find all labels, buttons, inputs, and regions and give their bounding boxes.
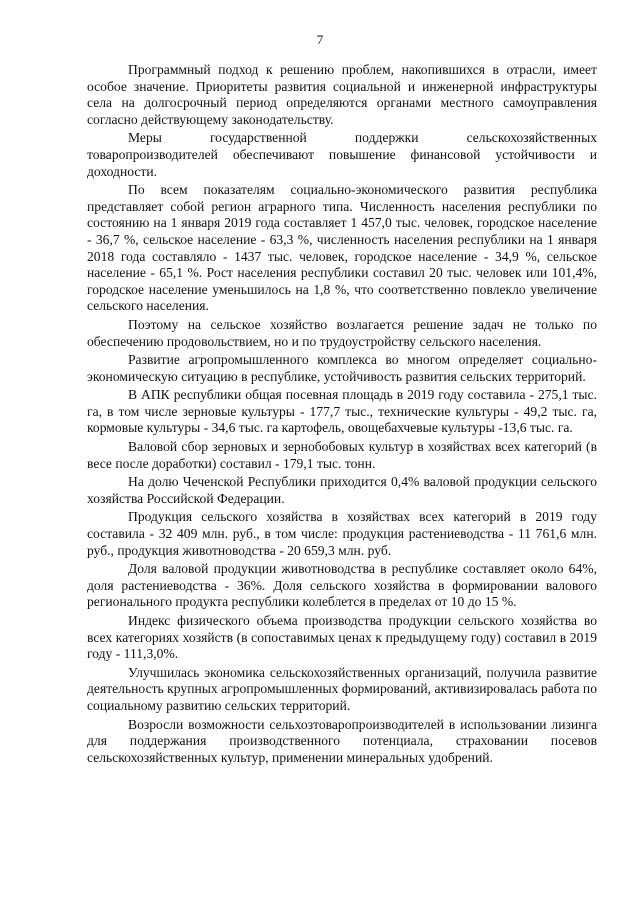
paragraph-population: По всем показателям социально-экономического развития республика представляет собой регион аграрного типа. Численность населения республики по состоянию на 1 января 2019 года составляет 1 457,0 тыс. человек, городское население - 36,7 %, сельское население - 63,3 %, численность населения республики на 1 января 2018 года составляло - 1437 тыс. человек, городское население - 34,9 %, сельское население - 65,1 %. Рост населения республики составил 20 тыс. человек или 101,4%, городское население уменьшилось на 1,8 %, что соответственно повлекло увеличение сельского населения.: [87, 182, 597, 314]
paragraph-state-support: Меры государственной поддержки сельскохозяйственных товаропроизводителей обеспечивают повышение финансовой устойчивости и доходности.: [87, 130, 597, 179]
paragraph-grain-harvest: Валовой сбор зерновых и зернобобовых культур в хозяйствах всех категорий (в весе после доработки) составил - 179,1 тыс. тонн.: [87, 439, 597, 471]
paragraph-agro-complex: Развитие агропромышленного комплекса во многом определяет социально-экономическую ситуацию в республике, устойчивость развития сельских территорий.: [87, 352, 597, 384]
paragraph-livestock-share: Доля валовой продукции животноводства в республике составляет около 64%, доля растениеводства - 36%. Доля сельского хозяйства в формировании валового регионального продукта республики колеблется в пределах от 10 до 15 %.: [87, 561, 597, 610]
paragraph-program-approach: Программный подход к решению проблем, накопившихся в отрасли, имеет особое значение. Приоритеты развития социальной и инженерной инфраструктуры села на долгосрочный период определяются органами местного самоуправления согласно действующему законодательству.: [87, 62, 597, 127]
paragraph-volume-index: Индекс физического объема производства продукции сельского хозяйства во всех категориях хозяйств (в сопоставимых ценах к предыдущему году) составил в 2019 году - 111,3,0%.: [87, 613, 597, 662]
paragraph-sown-area: В АПК республики общая посевная площадь в 2019 году составила - 275,1 тыс. га, в том числе зерновые культуры - 177,7 тыс., технические культуры - 49,2 тыс. га, кормовые культуры - 34,6 тыс. га картофель, овощебахчевые культуры -13,6 тыс. га.: [87, 387, 597, 436]
paragraph-federal-share: На долю Чеченской Республики приходится 0,4% валовой продукции сельского хозяйства Российской Федерации.: [87, 474, 597, 506]
document-body: [87, 62, 597, 768]
paragraph-rural-employment: Поэтому на сельское хозяйство возлагается решение задач не только по обеспечению продовольствием, но и по трудоустройству сельского населения.: [87, 316, 597, 349]
paragraph-economy-improved: Улучшилась экономика сельскохозяйственных организаций, получила развитие деятельность крупных агропромышленных формирований, активизировалась работа по социальному развитию сельских территорий.: [87, 664, 597, 713]
paragraph-agri-production: Продукция сельского хозяйства в хозяйствах всех категорий в 2019 году составила - 32 409 млн. руб., в том числе: продукция растениеводства - 11 761,6 млн. руб., продукция животноводства - 20 659,3 млн. руб.: [87, 509, 597, 558]
page-number: 7: [316, 32, 324, 47]
paragraph-leasing: Возросли возможности сельхозтоваропроизводителей в использовании лизинга для поддержания производственного потенциала, страховании посевов сельскохозяйственных культур, применении минеральных удобрений.: [87, 716, 597, 765]
